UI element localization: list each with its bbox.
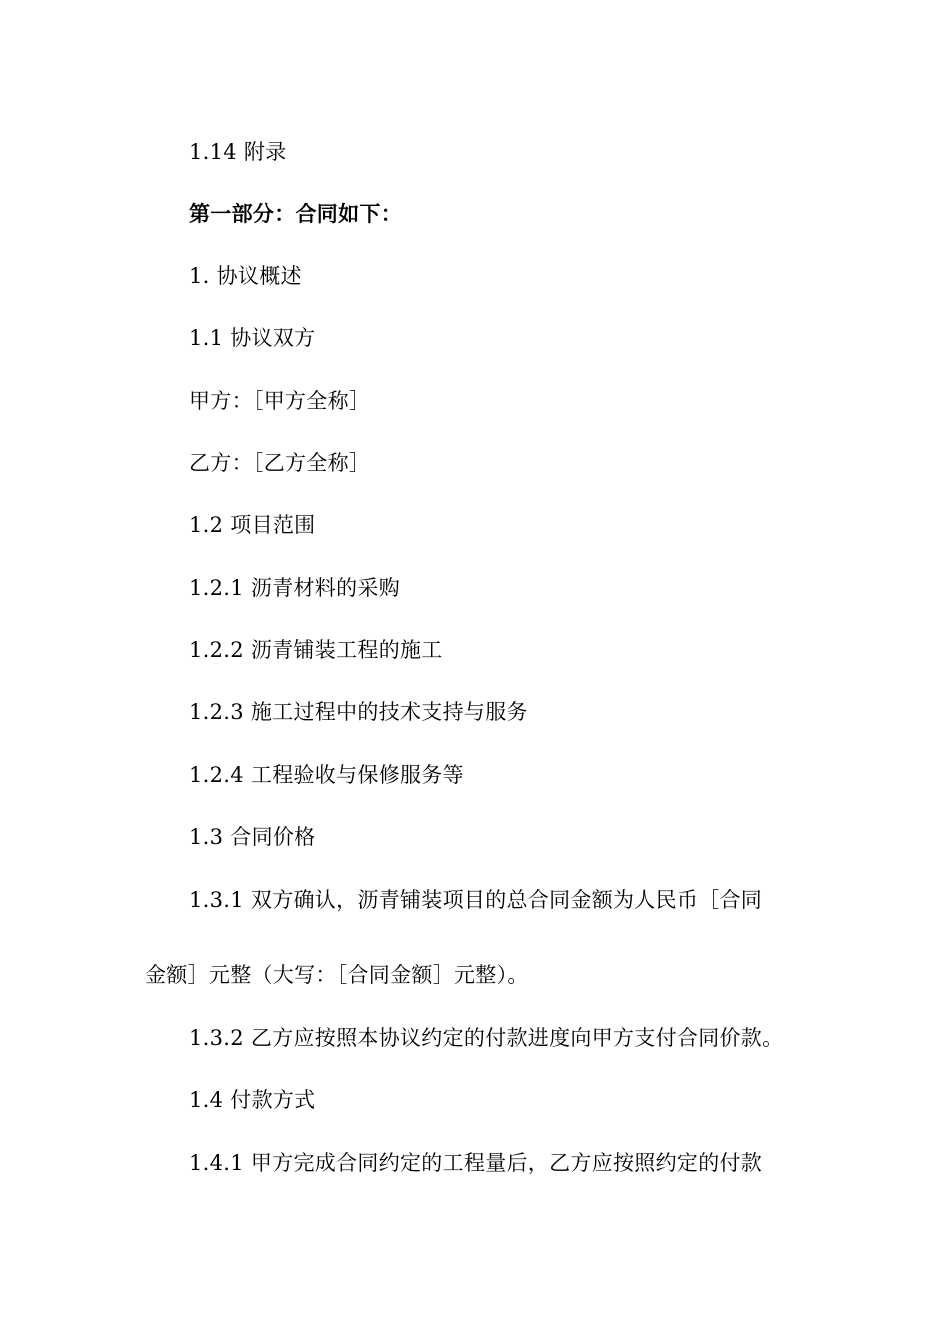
section-appendix: 1.14 附录 — [189, 140, 287, 164]
payment-clause-1: 1.4.1 甲方完成合同约定的工程量后，乙方应按照约定的付款 — [189, 1151, 763, 1175]
party-b-line: 乙方：［乙方全称］ — [189, 451, 371, 475]
scope-item-1: 1.2.1 沥青材料的采购 — [189, 576, 401, 600]
price-clause-1: 1.3.1 双方确认，沥青铺装项目的总合同金额为人民币［合同 — [189, 888, 763, 912]
heading-payment-method: 1.4 付款方式 — [189, 1088, 316, 1112]
price-clause-1-continued: 金额］元整（大写：［合同金额］元整）。 — [145, 963, 529, 987]
price-clause-2: 1.3.2 乙方应按照本协议约定的付款进度向甲方支付合同价款。 — [189, 1026, 784, 1050]
heading-parties: 1.1 协议双方 — [189, 326, 316, 350]
heading-contract-price: 1.3 合同价格 — [189, 825, 316, 849]
heading-project-scope: 1.2 项目范围 — [189, 513, 316, 537]
party-a-line: 甲方：［甲方全称］ — [189, 389, 371, 413]
scope-item-2: 1.2.2 沥青铺装工程的施工 — [189, 638, 443, 662]
scope-item-3: 1.2.3 施工过程中的技术支持与服务 — [189, 700, 528, 724]
heading-agreement-overview: 1. 协议概述 — [189, 264, 302, 288]
scope-item-4: 1.2.4 工程验收与保修服务等 — [189, 763, 464, 787]
part-one-heading: 第一部分：合同如下： — [189, 202, 402, 226]
